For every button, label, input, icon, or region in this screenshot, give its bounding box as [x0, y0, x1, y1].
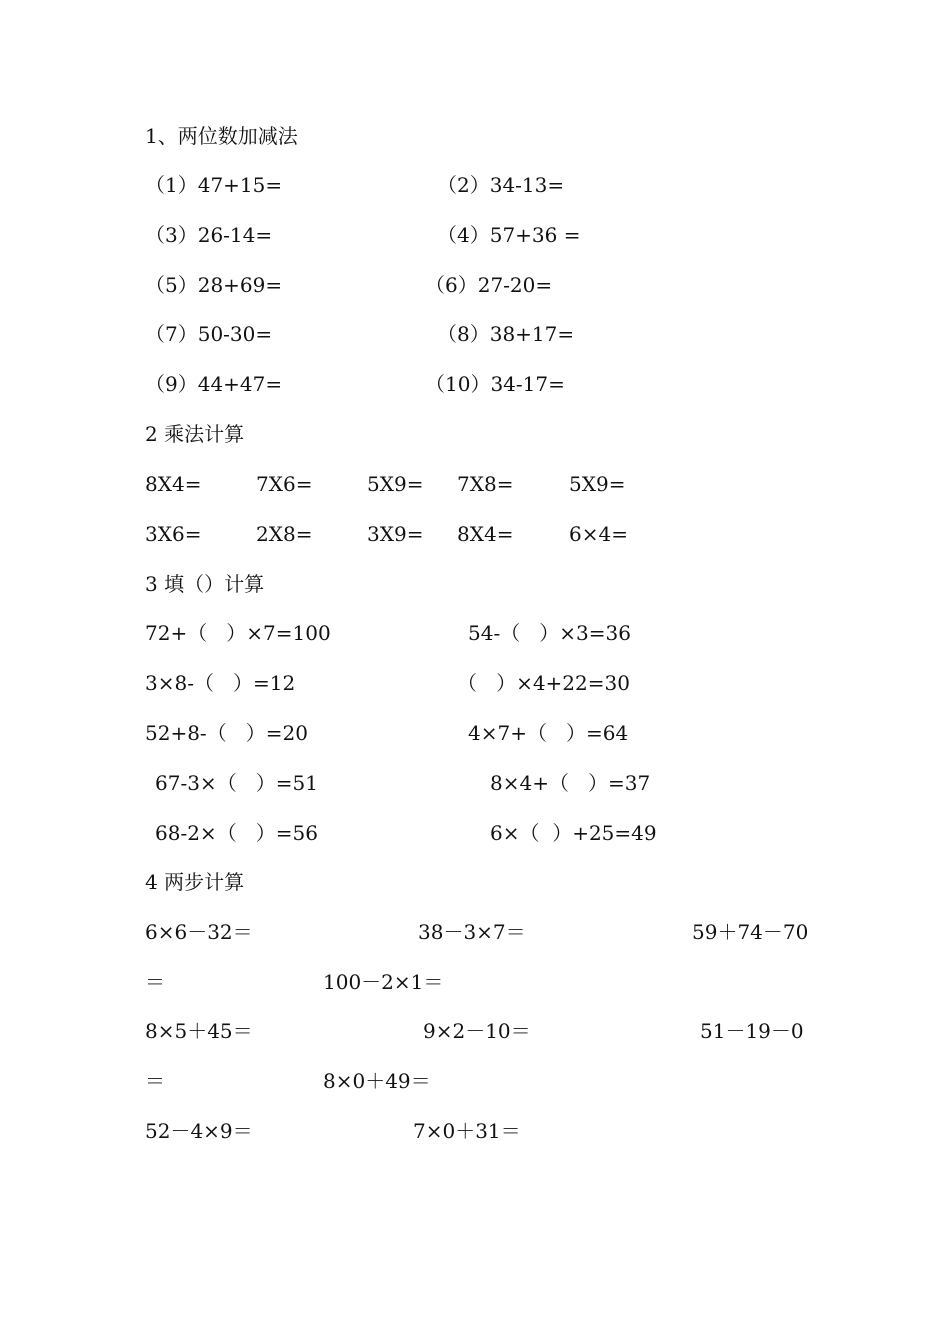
- problem-2-4: 7X8=: [457, 472, 514, 496]
- problem-1-6: （6）27-20=: [425, 273, 553, 297]
- section-heading-4: 4 两步计算: [145, 870, 245, 894]
- problem-2-1: 8X4=: [145, 472, 202, 496]
- problem-4-8: 8×0＋49＝: [323, 1069, 431, 1093]
- problem-2-5: 5X9=: [569, 472, 626, 496]
- problem-3-8: 8×4+（ ）=37: [490, 771, 651, 795]
- problem-2-2: 7X6=: [256, 472, 313, 496]
- problem-4-4: 100－2×1＝: [323, 970, 444, 994]
- problem-2-6: 3X6=: [145, 522, 202, 546]
- problem-1-1: （1）47+15=: [145, 173, 283, 197]
- problem-1-7: （7）50-30=: [145, 322, 273, 346]
- problem-2-3: 5X9=: [367, 472, 424, 496]
- problem-1-5: （5）28+69=: [145, 273, 283, 297]
- problem-2-8: 3X9=: [367, 522, 424, 546]
- problem-3-10: 6×（ ）+25=49: [490, 821, 657, 845]
- problem-4-10: 7×0＋31＝: [413, 1119, 521, 1143]
- problem-3-4: （ ）×4+22=30: [457, 671, 630, 695]
- problem-4-9: 52－4×9＝: [145, 1119, 253, 1143]
- problem-4-7: 51－19－0: [700, 1019, 804, 1043]
- section-heading-3: 3 填（）计算: [145, 572, 265, 596]
- problem-1-10: （10）34-17=: [425, 372, 565, 396]
- problem-1-2: （2）34-13=: [437, 173, 565, 197]
- problem-4-7-equals: ＝: [145, 1069, 165, 1093]
- problem-4-6: 9×2－10＝: [423, 1019, 531, 1043]
- section-heading-1: 1、两位数加减法: [145, 124, 298, 148]
- problem-3-1: 72+（ ）×7=100: [145, 621, 331, 645]
- problem-1-9: （9）44+47=: [145, 372, 283, 396]
- problem-3-2: 54-（ ）×3=36: [468, 621, 631, 645]
- problem-2-7: 2X8=: [256, 522, 313, 546]
- problem-3-5: 52+8-（ ）=20: [145, 721, 308, 745]
- problem-1-4: （4）57+36 =: [437, 223, 581, 247]
- problem-2-9: 8X4=: [457, 522, 514, 546]
- problem-3-3: 3×8-（ ）=12: [145, 671, 296, 695]
- problem-1-8: （8）38+17=: [437, 322, 575, 346]
- problem-1-3: （3）26-14=: [145, 223, 273, 247]
- section-heading-2: 2 乘法计算: [145, 422, 245, 446]
- problem-4-3: 59＋74－70: [692, 920, 809, 944]
- problem-4-3-equals: ＝: [145, 970, 165, 994]
- problem-4-2: 38－3×7＝: [418, 920, 526, 944]
- problem-3-6: 4×7+（ ）=64: [468, 721, 629, 745]
- problem-4-1: 6×6－32＝: [145, 920, 253, 944]
- problem-3-7: 67-3×（ ）=51: [155, 771, 318, 795]
- problem-4-5: 8×5＋45＝: [145, 1019, 253, 1043]
- problem-3-9: 68-2×（ ）=56: [155, 821, 318, 845]
- problem-2-10: 6×4=: [569, 522, 628, 546]
